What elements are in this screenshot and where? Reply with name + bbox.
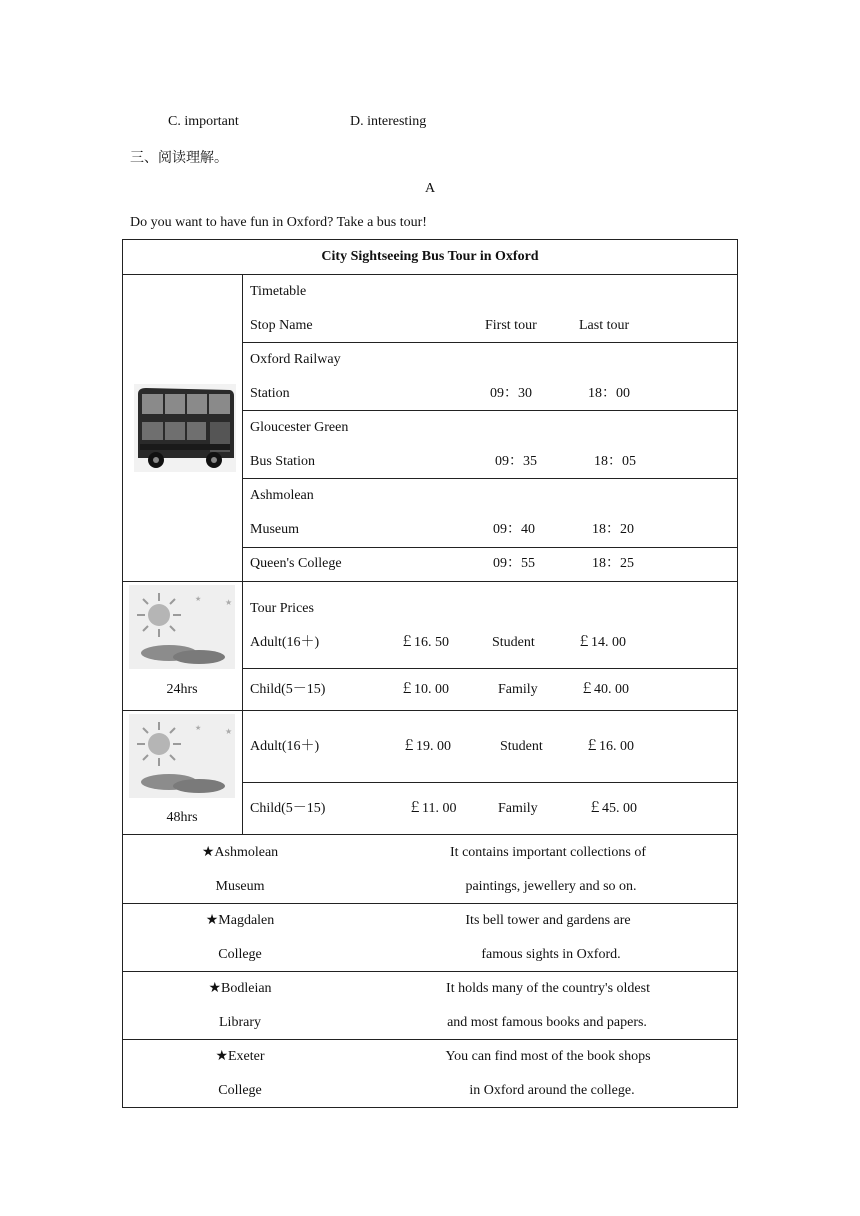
stop-name: Oxford Railway xyxy=(250,352,341,367)
last-tour-time: 18：25 xyxy=(592,556,634,571)
duration-48hrs: 48hrs xyxy=(166,810,198,825)
sight-name: Museum xyxy=(215,879,265,894)
sight-name: College xyxy=(218,1083,262,1098)
student-label: Student xyxy=(500,739,543,754)
rule xyxy=(242,547,738,548)
sight-description: You can find most of the book shops xyxy=(445,1049,651,1064)
duration-24hrs: 24hrs xyxy=(166,682,198,697)
sight-description: in Oxford around the college. xyxy=(469,1083,635,1098)
family-label: Family xyxy=(498,801,538,816)
svg-text:★: ★ xyxy=(195,724,202,732)
svg-text:★: ★ xyxy=(195,595,202,603)
rule xyxy=(242,274,243,834)
last-tour-time: 18：05 xyxy=(594,454,636,469)
rule xyxy=(242,478,738,479)
svg-text:★: ★ xyxy=(225,598,233,607)
rule xyxy=(122,1039,738,1040)
sight-description: paintings, jewellery and so on. xyxy=(465,879,637,894)
rule xyxy=(122,1107,738,1108)
header-stop-name: Stop Name xyxy=(250,318,313,333)
header-last-tour: Last tour xyxy=(579,318,630,333)
sight-name: Library xyxy=(219,1015,261,1030)
rule xyxy=(122,903,738,904)
passage-letter: A xyxy=(425,181,436,196)
intro-text: Do you want to have fun in Oxford? Take a bus tour! xyxy=(130,215,427,230)
last-tour-time: 18：20 xyxy=(592,522,634,537)
table-title: City Sightseeing Bus Tour in Oxford xyxy=(321,249,539,264)
sight-description: famous sights in Oxford. xyxy=(481,947,621,962)
sight-description: Its bell tower and gardens are xyxy=(465,913,631,928)
stop-name: Station xyxy=(250,386,290,401)
stop-name: Bus Station xyxy=(250,454,315,469)
sight-name: ★Magdalen xyxy=(205,913,275,928)
double-decker-bus-icon xyxy=(134,384,236,472)
stop-name: Ashmolean xyxy=(250,488,314,503)
adult-price: ￡16. 50 xyxy=(400,635,449,650)
rule xyxy=(122,239,123,1108)
last-tour-time: 18：00 xyxy=(588,386,630,401)
stop-name: Museum xyxy=(250,522,299,537)
option-d: D. interesting xyxy=(350,114,427,129)
sight-name: ★Ashmolean xyxy=(201,845,279,860)
child-label: Child(5－15) xyxy=(250,682,326,697)
rule xyxy=(122,710,738,711)
rule xyxy=(122,971,738,972)
first-tour-time: 09：30 xyxy=(490,386,532,401)
sight-name: ★Bodleian xyxy=(208,981,272,996)
student-label: Student xyxy=(492,635,535,650)
adult-price: ￡19. 00 xyxy=(402,739,451,754)
first-tour-time: 09：40 xyxy=(493,522,535,537)
family-label: Family xyxy=(498,682,538,697)
sun-moon-icon xyxy=(129,714,235,798)
child-price: ￡10. 00 xyxy=(400,682,449,697)
sight-description: It holds many of the country's oldest xyxy=(446,981,650,996)
svg-text:★: ★ xyxy=(225,727,233,736)
sight-description: and most famous books and papers. xyxy=(447,1015,647,1030)
sight-name: ★Exeter xyxy=(215,1049,265,1064)
family-price: ￡45. 00 xyxy=(588,801,637,816)
family-price: ￡40. 00 xyxy=(580,682,629,697)
rule xyxy=(242,410,738,411)
rule xyxy=(242,782,738,783)
rule xyxy=(242,342,738,343)
sight-description: It contains important collections of xyxy=(450,845,646,860)
option-c: C. important xyxy=(168,114,239,129)
bus-tour-table xyxy=(122,239,738,1108)
child-price: ￡11. 00 xyxy=(408,801,457,816)
tour-prices-label: Tour Prices xyxy=(250,601,314,616)
sight-name: College xyxy=(218,947,262,962)
sun-moon-icon xyxy=(129,585,235,669)
rule xyxy=(122,834,738,835)
first-tour-time: 09：35 xyxy=(495,454,537,469)
rule xyxy=(122,274,738,275)
rule xyxy=(122,581,738,582)
adult-label: Adult(16＋) xyxy=(250,635,320,650)
stop-name: Gloucester Green xyxy=(250,420,349,435)
rule xyxy=(242,668,738,669)
adult-label: Adult(16＋) xyxy=(250,739,320,754)
rule xyxy=(737,239,738,1108)
rule xyxy=(122,239,738,240)
first-tour-time: 09：55 xyxy=(493,556,535,571)
student-price: ￡14. 00 xyxy=(577,635,626,650)
child-label: Child(5－15) xyxy=(250,801,326,816)
student-price: ￡16. 00 xyxy=(585,739,634,754)
section-heading: 三、阅读理解。 xyxy=(130,151,228,166)
header-first-tour: First tour xyxy=(485,318,537,333)
stop-name: Queen's College xyxy=(250,556,342,571)
timetable-label: Timetable xyxy=(250,284,307,299)
